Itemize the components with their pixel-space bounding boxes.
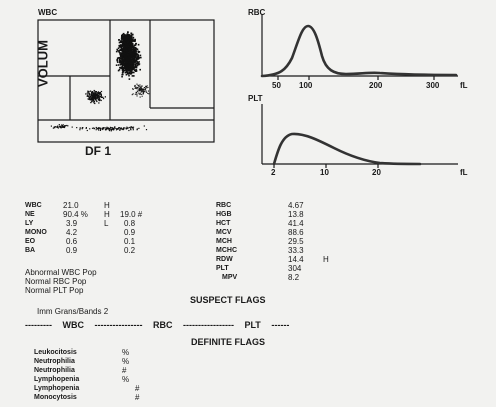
param-label: MCHC [216,247,237,254]
param-absolute: 0.1 [124,237,136,246]
param-flag: H [104,201,110,210]
rbc-tick-50: 50 [272,81,281,90]
param-value: 88.6 [288,228,304,237]
param-label: HGB [216,211,232,218]
param-flag: L [104,219,109,228]
pop-message-plt: Normal PLT Pop [25,286,84,295]
divider-plt: PLT [244,320,261,330]
param-value: 21.0 [63,201,79,210]
param-value: 90.4 % [63,210,88,219]
definite-flag-label: Leukocitosis [34,349,77,356]
param-label: MONO [25,229,47,236]
definite-flag-mark: % [122,375,130,384]
param-value: 0.9 [66,246,78,255]
plt-tick-20: 20 [372,168,381,177]
param-value: 4.67 [288,201,304,210]
divider-wbc: WBC [62,320,84,330]
param-label: PLT [216,265,229,272]
param-value: 8.2 [288,273,300,282]
plt-tick-2: 2 [271,168,276,177]
param-label: HCT [216,220,231,227]
param-label: EO [25,238,36,245]
suspect-flags-title: SUSPECT FLAGS [190,295,266,305]
param-label: RDW [216,256,233,263]
param-value: 41.4 [288,219,304,228]
param-value: 33.3 [288,246,304,255]
divider-dashes: ------ [271,320,290,330]
definite-flag-mark: % [122,357,130,366]
suspect-divider-row [25,320,289,330]
param-flag: H [104,210,110,219]
param-value: 13.8 [288,210,304,219]
plt-tick-fl: fL [460,168,468,177]
param-label: WBC [25,202,42,209]
scatter-xlabel: DF 1 [85,144,112,158]
param-value: 3.9 [66,219,78,228]
param-label: RBC [216,202,232,209]
definite-flags-title: DEFINITE FLAGS [191,337,265,347]
param-value: 29.5 [288,237,304,246]
suspect-flag-item: Imm Grans/Bands 2 [37,307,109,316]
pop-message-wbc: Abnormal WBC Pop [25,268,97,277]
param-label: LY [25,220,34,227]
definite-flag-mark: # [135,384,140,393]
param-label: MCH [216,238,232,245]
param-value: 4.2 [66,228,78,237]
divider-dashes: ----------------- [183,320,234,330]
definite-flag-label: Lymphopenia [34,385,80,392]
param-label: MPV [222,274,238,281]
rbc-tick-fl: fL [460,81,468,90]
param-value: 14.4 [288,255,304,264]
definite-flag-label: Neutrophilia [34,367,75,374]
divider-rbc: RBC [152,320,173,330]
definite-flag-mark: # [122,366,127,375]
param-label: BA [25,247,36,254]
rbc-hist-title: RBC [248,8,266,17]
param-value: 304 [288,264,302,273]
definite-flag-mark: % [122,348,130,357]
plt-hist-title: PLT [248,94,263,103]
param-absolute: 19.0 # [120,210,143,219]
param-label: NE [25,211,35,218]
param-absolute: 0.9 [124,228,136,237]
param-value: 0.6 [66,237,78,246]
definite-flag-label: Monocytosis [34,394,77,401]
rbc-tick-300: 300 [426,81,440,90]
param-absolute: 0.2 [124,246,136,255]
definite-flag-mark: # [135,393,140,402]
rbc-tick-200: 200 [369,81,383,90]
scatter-title: WBC [38,8,58,17]
plt-tick-10: 10 [320,168,329,177]
divider-dashes: --------- [25,320,52,330]
rbc-tick-100: 100 [299,81,313,90]
definite-flag-label: Neutrophilia [34,358,75,365]
param-flag: H [323,255,329,264]
param-label: MCV [216,229,232,236]
param-absolute: 0.8 [124,219,136,228]
definite-flag-label: Lymphopenia [34,376,80,383]
divider-dashes: ---------------- [94,320,143,330]
scatter-ylabel: VOLUM [35,40,51,87]
pop-message-rbc: Normal RBC Pop [25,277,87,286]
